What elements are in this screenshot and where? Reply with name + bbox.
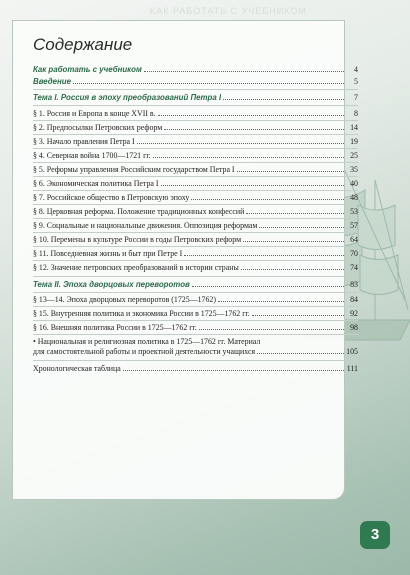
divider [33, 190, 358, 191]
leader-dots [252, 310, 344, 316]
toc-entry-page: 92 [350, 309, 358, 318]
toc-entry-title: § 13—14. Эпоха дворцовых переворотов (1725—1762) [33, 295, 216, 304]
toc-entry-page: 5 [354, 77, 358, 86]
toc-entry-page: 105 [346, 347, 358, 356]
toc-entry-line [33, 347, 358, 357]
toc-entry[interactable] [33, 65, 358, 75]
toc-entry[interactable] [33, 323, 358, 333]
divider [33, 120, 358, 121]
divider [33, 306, 358, 307]
toc-entry-title: § 5. Реформы управления Российским государством Петра I [33, 165, 235, 174]
toc-entry-page: 70 [350, 249, 358, 258]
divider [33, 176, 358, 177]
divider [33, 360, 358, 361]
divider [33, 162, 358, 163]
toc-entry-page: 111 [346, 364, 358, 373]
toc-entry-title-line2: для самостоятельной работы и проектной деятельности учащихся [33, 347, 256, 356]
leader-dots [192, 281, 344, 287]
toc-entry[interactable] [33, 364, 358, 374]
toc-entry-title: Тема II. Эпоха дворцовых переворотов [33, 280, 190, 289]
page-number-badge: 3 [360, 521, 390, 549]
leader-dots [243, 236, 344, 242]
toc-entry-page: 14 [350, 123, 358, 132]
faded-running-header: КАК РАБОТАТЬ С УЧЕБНИКОМ [150, 6, 307, 16]
toc-entry[interactable] [33, 109, 358, 119]
leader-dots [246, 208, 344, 214]
leader-dots [237, 166, 344, 172]
leader-dots [123, 365, 344, 371]
divider [33, 148, 358, 149]
toc-entry-page: 83 [350, 280, 358, 289]
toc-entry-title: § 9. Социальные и национальные движения. Оппозиция реформам [33, 221, 258, 230]
leader-dots [164, 124, 344, 130]
toc-entry[interactable] [33, 235, 358, 245]
leader-dots [153, 152, 344, 158]
toc-entry[interactable] [33, 295, 358, 305]
toc-theme-heading[interactable] [33, 280, 358, 290]
page-title: Содержание [33, 35, 133, 54]
leader-dots [161, 180, 345, 186]
toc-entry-page: 40 [350, 179, 358, 188]
divider [33, 276, 358, 277]
toc-entry[interactable] [33, 165, 358, 175]
toc-entry-page: 98 [350, 323, 358, 332]
leader-dots [137, 138, 344, 144]
toc-entry-title: § 15. Внутренняя политика и экономика России в 1725—1762 гг. [33, 309, 250, 318]
divider [33, 134, 358, 135]
toc-entry-page: 8 [354, 109, 358, 118]
leader-dots [158, 110, 344, 116]
toc-entry-title: § 2. Предпосылки Петровских реформ [33, 123, 163, 132]
divider [33, 292, 358, 293]
toc-entry-page: 64 [350, 235, 358, 244]
toc-entry-title: § 16. Внешняя политика России в 1725—1762 гг. [33, 323, 197, 332]
toc-entry-title: § 6. Экономическая политика Петра I [33, 179, 159, 188]
toc-entry-title: Введение [33, 77, 71, 86]
toc-entry-page: 7 [354, 93, 358, 102]
toc-entry[interactable] [33, 309, 358, 319]
toc-entry[interactable] [33, 249, 358, 259]
divider [33, 204, 358, 205]
leader-dots [218, 296, 344, 302]
toc-entry[interactable] [33, 179, 358, 189]
toc-entry-page: 74 [350, 263, 358, 272]
toc-entry-title: Тема I. Россия в эпоху преобразований Петра I [33, 93, 222, 102]
toc-entry-title: § 12. Значение петровских преобразований в истории страны [33, 263, 239, 272]
toc-entry-title: § 1. Россия и Европа в конце XVII в. [33, 109, 156, 118]
divider [33, 320, 358, 321]
toc-entry-title: § 10. Перемены в культуре России в годы Петровских реформ [33, 235, 242, 244]
toc-entry[interactable] [33, 207, 358, 217]
leader-dots [184, 250, 344, 256]
divider [33, 246, 358, 247]
toc-entry-title: § 8. Церковная реформа. Положение традиционных конфессий [33, 207, 245, 216]
divider [33, 232, 358, 233]
toc-entry[interactable] [33, 193, 358, 203]
toc-entry-page: 35 [350, 165, 358, 174]
toc-entry-title: Хронологическая таблица [33, 364, 121, 373]
leader-dots [199, 324, 344, 330]
toc-entry-page: 84 [350, 295, 358, 304]
leader-dots [191, 194, 344, 200]
divider [33, 260, 358, 261]
divider [33, 89, 358, 90]
toc-entry-page: 19 [350, 137, 358, 146]
toc-entry-page: 57 [350, 221, 358, 230]
toc-entry-title: Как работать с учебником [33, 65, 142, 74]
toc-entry-page: 53 [350, 207, 358, 216]
toc-entry[interactable] [33, 221, 358, 231]
leader-dots [144, 66, 344, 72]
toc-entry-title: § 7. Российское общество в Петровскую эпоху [33, 193, 190, 202]
toc-entry-page: 25 [350, 151, 358, 160]
toc-entry-multiline[interactable] [33, 337, 358, 357]
leader-dots [73, 78, 344, 84]
leader-dots [259, 222, 344, 228]
toc-entry-page: 4 [354, 65, 358, 74]
toc-entry-title: § 4. Северная война 1700—1721 гг. [33, 151, 151, 160]
toc-entry[interactable] [33, 77, 358, 87]
toc-entry-line [33, 337, 358, 347]
toc-entry[interactable] [33, 137, 358, 147]
toc-entry[interactable] [33, 123, 358, 133]
divider [33, 105, 358, 106]
toc-entry[interactable] [33, 151, 358, 161]
toc-entry-page: 48 [350, 193, 358, 202]
table-of-contents-panel [12, 20, 358, 500]
divider [33, 334, 358, 335]
toc-theme-heading[interactable] [33, 93, 358, 103]
toc-entry-title: § 11. Повседневная жизнь и быт при Петре I [33, 249, 183, 258]
leader-dots [223, 94, 344, 100]
leader-dots [241, 264, 344, 270]
toc-entry-title: § 3. Начало правления Петра I [33, 137, 135, 146]
divider [33, 218, 358, 219]
toc-entry[interactable] [33, 263, 358, 273]
leader-dots [257, 348, 344, 354]
toc-entry-title-line1: • Национальная и религиозная политика в 1725—1762 гг. Материал [33, 337, 261, 346]
